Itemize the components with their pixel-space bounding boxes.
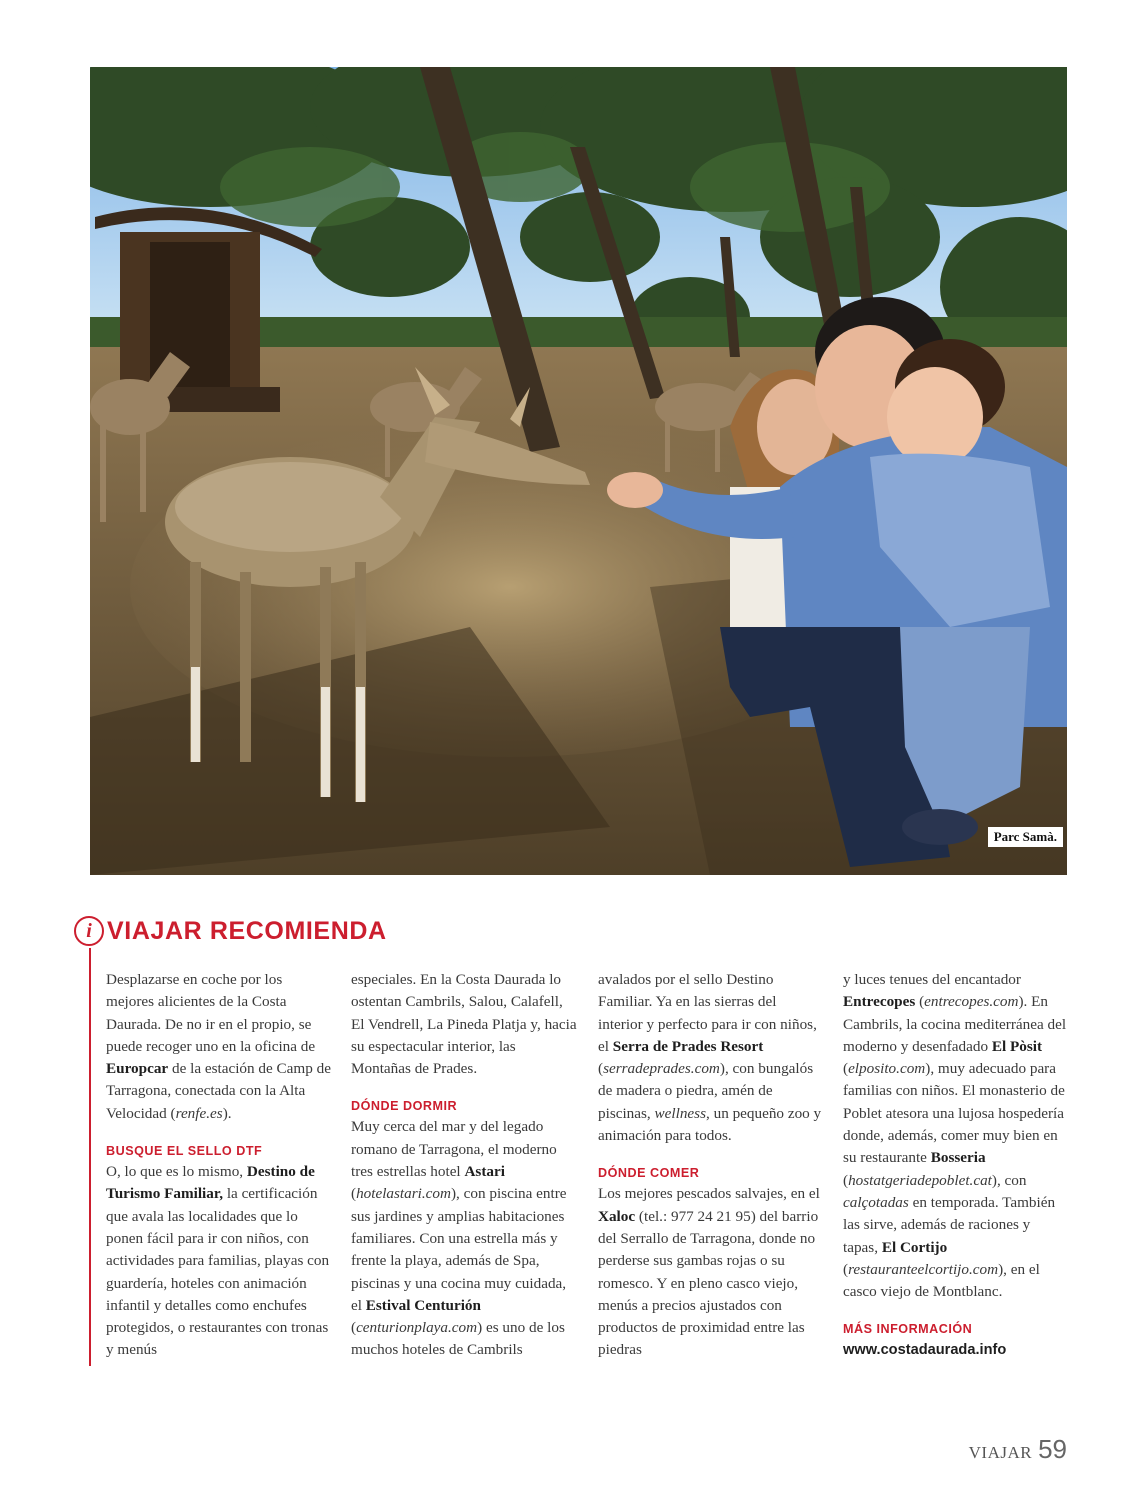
italic-run: centurionplaya.com xyxy=(356,1319,478,1337)
paragraph-hotels xyxy=(351,1116,577,1361)
column-3 xyxy=(598,969,824,1362)
text-run: ( xyxy=(843,1260,849,1278)
paragraph-more-restaurants xyxy=(843,969,1069,1303)
bold-run: Entrecopes xyxy=(843,993,916,1011)
info-url-link[interactable]: www.costadaurada.info xyxy=(843,1342,1007,1359)
text-run: Muy cerca del mar y del legado romano de Tarragona, el moderno tres estrellas hotel xyxy=(351,1118,557,1181)
text-run: ). En Cambrils, la cocina mediterránea del moderno y desenfadado xyxy=(843,993,1067,1055)
italic-run: calçotadas xyxy=(843,1193,909,1211)
italic-run: renfe.es xyxy=(175,1104,223,1122)
heading-more-info: MÁS INFORMACIÓN xyxy=(843,1322,973,1337)
paragraph-car-rental xyxy=(106,969,332,1125)
hero-photo xyxy=(90,67,1067,875)
italic-run: restauranteelcortijo.com xyxy=(848,1260,999,1278)
heading-where-to-eat: DÓNDE COMER xyxy=(598,1166,700,1181)
bold-run: Destino de Turismo Familiar, xyxy=(106,1163,315,1203)
text-run: ( xyxy=(843,1171,849,1189)
text-run: Desplazarse en coche por los mejores alicientes de la Costa Daurada. De no ir en el propio, se puede recoger uno en la oficina de xyxy=(106,971,316,1055)
italic-run: serradeprades.com xyxy=(603,1060,720,1078)
text-run: (tel.: 977 24 21 95) del barrio del Serrallo de Tarragona, donde no perderse sus gambas rojas o su romesco. Y en pleno casco viejo, menús a precios ajustados con productos de proximidad entre las piedras xyxy=(598,1207,819,1359)
text-run: la certificación que avala las localidades que lo ponen fácil para ir con niños, con actividades para familias, playas con guardería, hoteles con animación infantil y detalles como enchufes protegidos, o restaurantes con tronas y menús xyxy=(106,1185,330,1359)
text-run: ( xyxy=(351,1185,357,1203)
photo-caption: Parc Samà. xyxy=(988,827,1063,847)
bold-run: Bosseria xyxy=(930,1149,986,1167)
bold-run: El Pòsit xyxy=(991,1037,1043,1055)
text-run: avalados por el sello Destino Familiar. Ya en las sierras del interior y perfecto para ir con niños, el xyxy=(598,971,817,1055)
text-run: , un pequeño zoo y animación para todos. xyxy=(598,1104,822,1145)
paragraph-dtf xyxy=(106,1161,332,1362)
bold-run: Serra de Prades Resort xyxy=(612,1037,764,1055)
text-run: ) es uno de los muchos hoteles de Cambrils xyxy=(351,1319,565,1359)
info-icon: i xyxy=(74,916,104,946)
text-run: ( xyxy=(351,1319,357,1337)
text-run: ), en el casco viejo de Montblanc. xyxy=(843,1260,1040,1301)
text-run: ), con xyxy=(991,1171,1027,1189)
column-2 xyxy=(351,969,577,1362)
text-run: ( xyxy=(598,1060,604,1078)
text-run: ), con piscina entre sus jardines y amplias habitaciones familiares. Con una estrella más y frente la playa, además de Spa, piscinas y una cocina muy cuidada, el xyxy=(351,1185,567,1314)
text-run: Los mejores pescados salvajes, en el xyxy=(598,1185,820,1203)
heading-where-to-sleep: DÓNDE DORMIR xyxy=(351,1099,458,1114)
text-run: de la estación de Camp de Tarragona, conectada con la Alta Velocidad ( xyxy=(106,1060,331,1122)
column-1 xyxy=(106,969,332,1362)
bold-run: Estival Centurión xyxy=(365,1296,481,1314)
italic-run: wellness xyxy=(654,1104,706,1122)
italic-run: hotelastari.com xyxy=(356,1185,451,1203)
text-run: ), muy adecuado para familias con niños. El monasterio de Poblet atesora una lujosa hospedería donde, además, comer muy bien en su restaurante xyxy=(843,1060,1065,1167)
text-run: ), con bungalós de madera o piedra, amén de piscinas, xyxy=(598,1060,814,1122)
italic-run: hostatgeriadepoblet.cat xyxy=(848,1171,992,1189)
text-run: O, lo que es lo mismo, xyxy=(106,1163,247,1181)
page-number: 59 xyxy=(1038,1434,1067,1464)
italic-run: entrecopes.com xyxy=(924,993,1019,1011)
bold-run: Europcar xyxy=(106,1060,169,1078)
column-4 xyxy=(843,969,1069,1362)
section-title: VIAJAR RECOMIENDA xyxy=(107,916,387,945)
text-run: ( xyxy=(843,1060,849,1078)
text-run: especiales. En la Costa Daurada lo ostentan Cambrils, Salou, Calafell, El Vendrell, La Pineda Platja y, hacia su espectacular interior, las Montañas de Prades. xyxy=(351,971,577,1078)
paragraph-towns xyxy=(351,969,577,1080)
text-run: y luces tenues del encantador xyxy=(843,971,1021,988)
park-deer-family-illustration xyxy=(90,67,1067,875)
section-header xyxy=(74,914,387,948)
text-run: en temporada. También las sirve, además de raciones y tapas, xyxy=(843,1193,1056,1256)
column-divider xyxy=(89,948,91,1366)
magazine-name: VIAJAR xyxy=(968,1443,1033,1462)
text-run: ). xyxy=(222,1104,232,1122)
page-folio xyxy=(969,1434,1067,1465)
paragraph-resort xyxy=(598,969,824,1147)
bold-run: El Cortijo xyxy=(881,1238,948,1256)
text-run: ( xyxy=(915,993,925,1011)
italic-run: elposito.com xyxy=(848,1060,926,1078)
bold-run: Astari xyxy=(464,1163,505,1181)
bold-run: Xaloc xyxy=(598,1207,636,1225)
paragraph-restaurants xyxy=(598,1183,824,1361)
info-url-line xyxy=(843,1339,1069,1361)
heading-dtf-seal: BUSQUE EL SELLO DTF xyxy=(106,1144,263,1159)
